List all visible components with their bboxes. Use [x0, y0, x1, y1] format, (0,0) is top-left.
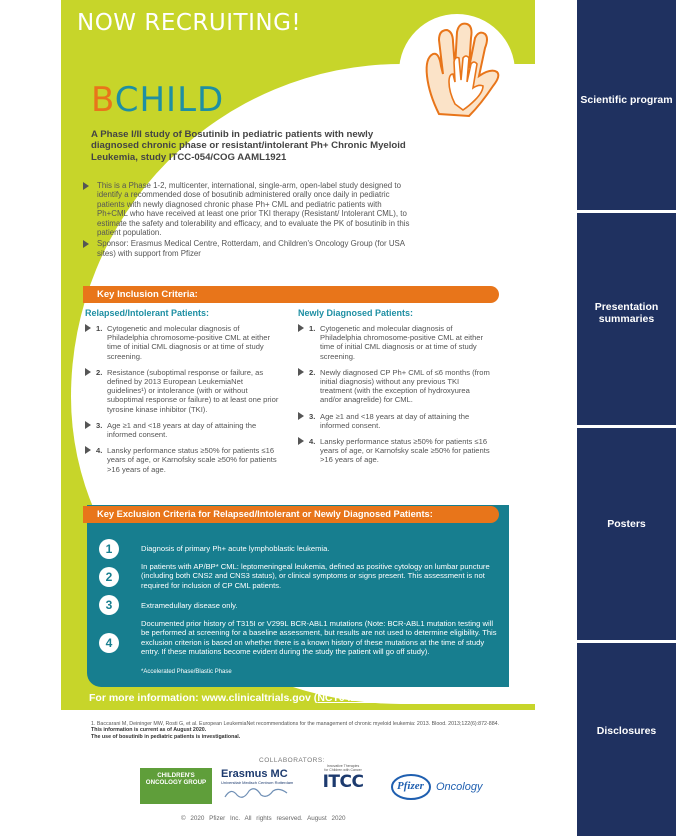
bullet-arrow-icon [298, 437, 304, 445]
study-description [83, 181, 413, 260]
more-information-line: For more information: www.clinicaltrials.gov (NCT04258943) [89, 692, 390, 704]
references [91, 721, 511, 740]
number-badge: 2 [99, 567, 119, 587]
collaborators-label: COLLABORATORS: [259, 757, 325, 764]
clinicaltrials-link[interactable]: NCT04258943 [317, 692, 386, 704]
criterion-item: 2. Newly diagnosed CP Ph+ CML of ≤6 months (from initial diagnosis) without any previous TKI treatment (with the exception of hydroxyurea and/or anagrelide) for CML. [298, 368, 493, 405]
bullet-arrow-icon [85, 368, 91, 376]
relapsed-intolerant-heading: Relapsed/Intolerant Patients: [85, 308, 210, 318]
newly-diagnosed-heading: Newly Diagnosed Patients: [298, 308, 414, 318]
number-badge: 1 [99, 539, 119, 559]
exclusion-criteria-panel [87, 505, 509, 687]
pfizer-oncology-logo: Pfizer Oncology [391, 773, 501, 801]
exclusion-footnote: *Accelerated Phase/Blastic Phase [141, 669, 232, 675]
criterion-item: 4. Lansky performance status ≥50% for patients ≤16 years of age, or Karnofsky scale ≥50% for patients >16 years of age. [298, 437, 493, 465]
study-title: A Phase I/II study of Bosutinib in pediatric patients with newly diagnosed chronic phase or resistant/intolerant Ph+ Chronic Myeloid Leukemia, study ITCC-054/COG AAML1921 [91, 129, 406, 163]
bullet-arrow-icon [298, 412, 304, 420]
reference-citation: 1. Baccarani M, Deininger MW, Rosti G, et al. European LeukemiaNet recommendations for the management of chronic myeloid leukemia: 2013. Blood. 2013;122(6):872-884. [91, 721, 500, 727]
criterion-item: 2. Resistance (suboptimal response or failure, as defined by 2013 European LeukemiaNet guidelines¹) or intolerance (with or without suboptimal response or failure) to at least one prior tyrosine kinase inhibitor (TKI). [85, 368, 280, 414]
childrens-oncology-group-logo: CHILDREN'S ONCOLOGY GROUP [140, 768, 212, 804]
erasmus-signature-icon [221, 785, 291, 801]
relapsed-intolerant-column [85, 308, 280, 481]
hand-illustration [399, 14, 515, 130]
inclusion-criteria-heading: Key Inclusion Criteria: [83, 286, 499, 303]
nav-presentation-summaries[interactable]: Presentation summaries [577, 213, 676, 425]
exclusion-criteria-heading: Key Exclusion Criteria for Relapsed/Intolerant or Newly Diagnosed Patients: [83, 506, 499, 523]
bullet-arrow-icon [85, 421, 91, 429]
criterion-item: 3. Age ≥1 and <18 years at day of attaining the informed consent. [85, 421, 280, 439]
copyright-line: © 2020 Pfizer Inc. All rights reserved. August 2020 [181, 815, 346, 822]
side-navigation [577, 0, 676, 836]
criterion-item: 3. Age ≥1 and <18 years at day of attaining the informed consent. [298, 412, 493, 430]
bullet-arrow-icon [298, 368, 304, 376]
nav-disclosures[interactable]: Disclosures [577, 643, 676, 836]
now-recruiting-banner: NOW RECRUITING! [77, 10, 302, 36]
newly-diagnosed-column [298, 308, 493, 472]
study-name-logo: BCHILD [91, 80, 225, 120]
currency-note: This information is current as of August 2020. [91, 727, 207, 734]
criterion-item: 1. Cytogenetic and molecular diagnosis of Philadelphia chromosome-positive CML at either time of initial CML diagnosis or at time of study screening. [85, 324, 280, 361]
bullet-arrow-icon [85, 324, 91, 332]
nav-posters[interactable]: Posters [577, 428, 676, 640]
itcc-logo: Innovative Therapies for Children with Cancer ITCC [322, 764, 364, 792]
description-bullet: This is a Phase 1-2, multicenter, international, single-arm, open-label study designed to identify a recommended dose of bosutinib administered orally once daily in pediatric patients with newly diagnosed chronic phase Ph+ CML and pediatric patients with Ph+CML who have received at least one prior TKI therapy (Resistant/ Intolerant CML), to estimate the safety and tolerability and efficacy, and to evaluate the PK of bosutinib in this patient population. [83, 181, 413, 237]
bullet-arrow-icon [298, 324, 304, 332]
investigational-note: The use of bosutinib in pediatric patients is investigational. [91, 733, 241, 740]
bullet-arrow-icon [83, 240, 89, 248]
nav-scientific-program[interactable]: Scientific program [577, 0, 676, 210]
sponsor-bullet: Sponsor: Erasmus Medical Centre, Rotterdam, and Children's Oncology Group (for USA sites) with support from Pfizer [83, 239, 413, 258]
number-badge: 3 [99, 595, 119, 615]
erasmus-mc-logo: Erasmus MC Universitair Medisch Centrum Rotterdam [221, 768, 299, 806]
bullet-arrow-icon [85, 446, 91, 454]
criterion-item: 4. Lansky performance status ≥50% for patients ≤16 years of age, or Karnofsky scale ≥50% for patients >16 years of age. [85, 446, 280, 474]
criterion-item: 1. Cytogenetic and molecular diagnosis of Philadelphia chromosome-positive CML at either time of initial CML diagnosis or at time of study screening. [298, 324, 493, 361]
bullet-arrow-icon [83, 182, 89, 190]
recruitment-poster: NOW RECRUITING! BCHILD A Phase I/II study of Bosutinib in pediatric patients with newly diagnosed chronic phase or resistant/intolerant Ph+ Chronic Myeloid Leukemia, study ITCC-054/COG AAML1921 This is a Phase 1-2, multicenter, international, single-arm, open-label study designed to identify a recommended dose of bosutinib administered orally once daily in pediatric patients with newly diagnosed chronic phase Ph+ CML and pediatric patients with Ph+CML who have received at least one prior TKI therapy (Resistant/ Intolerant CML), to estimate the safety and tolerability and efficacy, and to evaluate the PK of bosutinib in this patient population. Sponsor: Erasmus Medical Centre, Rotterdam, and Children's Oncology Group (for USA sites) with support from Pfizer Key Inclusion Criteria: Relapsed/Intolerant Patients: 1. Cytogenetic and molecular diagnosis of Philadelphia chromosome-positive CML at either time of initial CML diagnosis or at time of study screening. 2. Resistance (suboptimal response or failure, as defined by 2013 European LeukemiaNet guidelines¹) or intolerance (with or without suboptimal response or failure) to at least one prior tyrosine kinase inhibitor (TKI). 3. Age ≥1 and <18 years at day of attaining the informed consent. 4. Lansky performance status ≥50% for patients ≤16 years of age, or Karnofsky scale ≥50% for patients >16 years of age. Newly Diagnosed Patients: 1. Cytogenetic and molecular diagnosis of Philadelphia chromosome-positive CML at either time of initial CML diagnosis or at time of study screening. 2. Newly diagnosed CP Ph+ CML of ≤6 months (from initial diagnosis) without any previous TKI treatment (with the exception of hydroxyurea and/or anagrelide) for CML. 3. Age ≥1 and <18 years at day of attaining the informed consent. 4. Lansky performance status ≥50% for patients ≤16 years of age, or Karnofsky scale ≥50% for patients >16 years of age. Key Exclusion Criteria for Relapsed/Intolerant or Newly Diagnosed Patients: 1 Diagnosis of primary Ph+ acute lymphoblastic leukemia. 2 In patients with AP/BP* CML: leptomeningeal leukemia, defined as positive cytology on lumbar puncture (including both CNS2 and CNS3 status), or clinical symptoms or signs present. This assessment is not required for inclusion of CP CML patients. 3 Extramedullary disease only. 4 Documented prior history of T315I or V299L BCR-ABL1 mutations (Note: BCR-ABL1 mutation testing will be performed at screening for a baseline assessment, but results are not used to determine eligibility. This exclusion criterion is based on whether there is a known history of these mutations at the time of study entry. If these mutations become evident during the study the patient will go off study). *Accelerated Phase/Blastic Phase For more information: www.clinicaltrials.gov (NCT04258943) 1. Baccarani M, Deininger MW, Rosti G, et al. European LeukemiaNet recommendations for the management of chronic myeloid leukemia: 2013. Blood. 2013;122(6):872-884. This information is current as of August 2020. The use of bosutinib in pediatric patients is investigational. COLLABORATORS: CHILDREN'S ONCOLOGY GROUP Erasmus MC Universitair Medisch Centrum Rotterdam Innovative Therapies for Children with Cancer ITCC Pfizer Oncology © 2020 Pfizer Inc. All rights reserved. August 2020 [61, 0, 535, 836]
number-badge: 4 [99, 633, 119, 653]
